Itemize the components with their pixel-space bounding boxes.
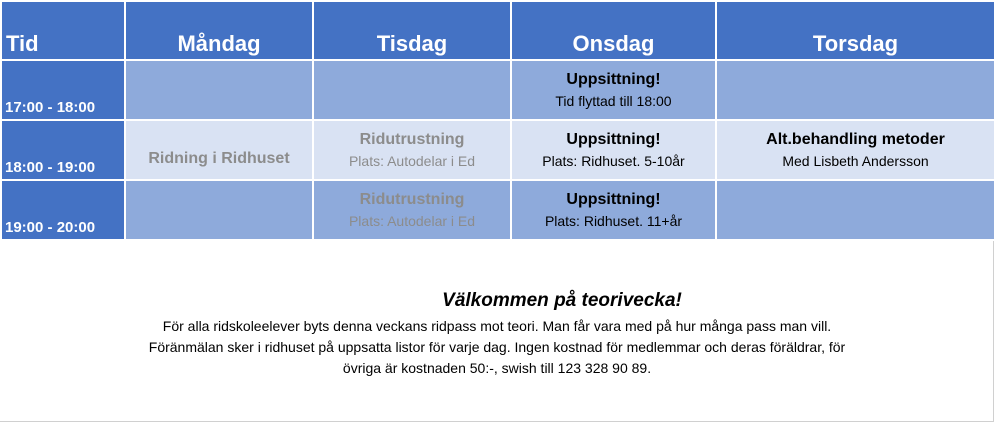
header-monday: Måndag [125, 1, 313, 60]
wednesday-cell [511, 180, 716, 240]
time-cell: 19:00 - 20:00 [1, 180, 125, 240]
event-title: Ridning i Ridhuset [148, 150, 290, 167]
event-title: Ridutrustning [359, 131, 465, 148]
notice-block [0, 286, 994, 379]
monday-cell [125, 60, 313, 120]
monday-cell [125, 180, 313, 240]
header-row [1, 1, 994, 60]
table-row [1, 60, 994, 120]
notice-line: övriga är kostnaden 50:-, swish till 123 328 90 89. [342, 360, 652, 376]
tuesday-cell [313, 120, 511, 180]
event-title: Uppsittning! [566, 71, 661, 88]
header-thursday: Torsdag [716, 1, 994, 60]
tuesday-cell [313, 180, 511, 240]
header-tuesday: Tisdag [313, 1, 511, 60]
wednesday-cell [511, 60, 716, 120]
event-title: Uppsittning! [566, 191, 661, 208]
thursday-cell [716, 120, 994, 180]
notice-line: Föränmälan sker i ridhuset på uppsatta listor för varje dag. Ingen kostnad för medlemmar och deras föräldrar, för [148, 339, 846, 355]
time-cell: 18:00 - 19:00 [1, 120, 125, 180]
event-detail: Plats: Autodelar i Ed [348, 153, 476, 169]
event-detail: Plats: Ridhuset. 5-10år [542, 153, 685, 169]
monday-cell [125, 120, 313, 180]
event-title: Alt.behandling metoder [766, 131, 945, 148]
thursday-cell [716, 60, 994, 120]
wednesday-cell [511, 120, 716, 180]
event-detail: Plats: Autodelar i Ed [348, 213, 476, 229]
header-wednesday: Onsdag [511, 1, 716, 60]
event-title: Uppsittning! [566, 131, 661, 148]
table-row [1, 120, 994, 180]
tuesday-cell [313, 60, 511, 120]
event-detail: Plats: Ridhuset. 11+år [544, 213, 683, 229]
event-detail: Med Lisbeth Andersson [782, 153, 929, 169]
event-title: Ridutrustning [359, 191, 465, 208]
notice-title: Välkommen på teorivecka! [442, 290, 682, 311]
header-tid: Tid [1, 1, 125, 60]
time-cell: 17:00 - 18:00 [1, 60, 125, 120]
event-detail: Tid flyttad till 18:00 [555, 93, 672, 109]
table-row [1, 180, 994, 240]
notice-line: För alla ridskoleelever byts denna veckans ridpass mot teori. Man får vara med på hur många pass man vill. [162, 318, 832, 334]
thursday-cell [716, 180, 994, 240]
